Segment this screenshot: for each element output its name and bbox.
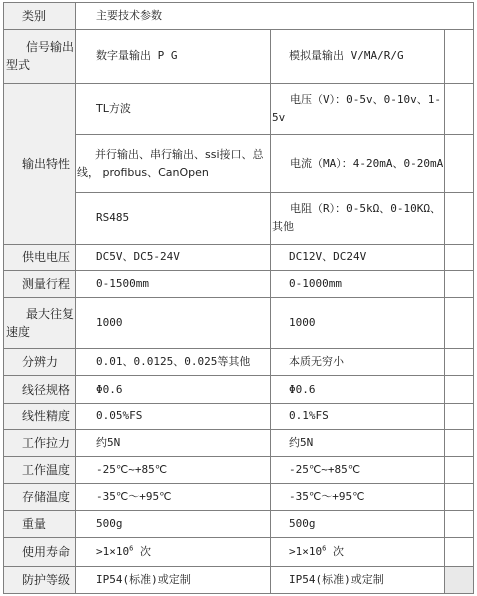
spec-label: 线性精度: [4, 403, 76, 429]
spec-digital: -35℃～+95℃: [76, 484, 271, 511]
output-char-analog-3: 电阻（R）：0-5kΩ、0-10KΩ、其他: [271, 193, 445, 244]
spare-cell: [445, 566, 474, 593]
output-char-digital-2: 并行输出、串行输出、ssi接口、总线， profibus、CanOpen: [76, 134, 271, 192]
life-digital-base: >1×10: [96, 544, 130, 558]
spec-digital: 0.01、0.0125、0.025等其他: [76, 349, 271, 376]
protection-label: 防护等级: [4, 566, 76, 593]
spec-label: 供电电压: [4, 244, 76, 270]
life-digital-exponent: 6: [129, 543, 134, 552]
spare-cell: [445, 270, 474, 297]
output-char-label: 输出特性: [4, 83, 76, 244]
spec-digital: 0-1500mm: [76, 270, 271, 297]
protection-analog: IP54(标准)或定制: [271, 566, 445, 593]
life-digital: [76, 537, 271, 566]
spec-digital: DC5V、DC5-24V: [76, 244, 271, 270]
output-char-analog-2: 电流（MA）：4-20mA、0-20mA: [271, 134, 445, 192]
spec-label: 重量: [4, 511, 76, 537]
header-params: 主要技术参数: [76, 3, 474, 30]
signal-type-analog: 模拟量输出 V/MA/R/G: [271, 30, 445, 83]
signal-type-digital: 数字量输出 P G: [76, 30, 271, 83]
spec-label: 存储温度: [4, 484, 76, 511]
life-analog-exponent: 6: [322, 543, 327, 552]
spec-analog: 1000: [271, 297, 445, 348]
spare-cell: [445, 376, 474, 403]
spare-cell: [445, 244, 474, 270]
spare-cell: [445, 30, 474, 83]
spec-table-container: [3, 2, 473, 594]
output-char-digital-3: RS485: [76, 193, 271, 244]
spare-cell: [445, 297, 474, 348]
spare-cell: [445, 429, 474, 456]
spec-label: 测量行程: [4, 270, 76, 297]
header-row: [4, 3, 474, 30]
spare-cell: [445, 484, 474, 511]
life-analog-unit: 次: [326, 544, 344, 558]
spec-analog: 0.1%FS: [271, 403, 445, 429]
life-analog: [271, 537, 445, 566]
spec-analog: 本质无穷小: [271, 349, 445, 376]
spec-digital: 500g: [76, 511, 271, 537]
spec-label: 分辨力: [4, 349, 76, 376]
spare-cell: [445, 349, 474, 376]
spec-row: [4, 456, 474, 483]
spare-cell: [445, 193, 474, 244]
spec-row: [4, 297, 474, 348]
output-char-digital-1: TL方波: [76, 83, 271, 134]
spare-cell: [445, 537, 474, 566]
life-digital-unit: 次: [133, 544, 151, 558]
signal-type-row: [4, 30, 474, 83]
spec-digital: 约5N: [76, 429, 271, 456]
spec-row: [4, 484, 474, 511]
spec-row: [4, 349, 474, 376]
spec-analog: Φ0.6: [271, 376, 445, 403]
spec-label: 工作拉力: [4, 429, 76, 456]
spec-analog: 500g: [271, 511, 445, 537]
spec-row: [4, 244, 474, 270]
spec-digital: 0.05%FS: [76, 403, 271, 429]
output-char-analog-1: 电压（V）：0-5v、0-10v、1-5v: [271, 83, 445, 134]
spec-analog: -35℃～+95℃: [271, 484, 445, 511]
spec-digital: Φ0.6: [76, 376, 271, 403]
protection-row: [4, 566, 474, 593]
spec-row: [4, 429, 474, 456]
spare-cell: [445, 511, 474, 537]
life-analog-base: >1×10: [289, 544, 323, 558]
spec-row: [4, 270, 474, 297]
spec-row: [4, 403, 474, 429]
spec-row: [4, 376, 474, 403]
spare-cell: [445, 403, 474, 429]
spare-cell: [445, 83, 474, 134]
spec-analog: 约5N: [271, 429, 445, 456]
spec-digital: -25℃~+85℃: [76, 456, 271, 483]
spec-digital: 1000: [76, 297, 271, 348]
signal-type-label: 信号输出型式: [4, 30, 76, 83]
spec-analog: 0-1000mm: [271, 270, 445, 297]
spare-cell: [445, 456, 474, 483]
spec-analog: DC12V、DC24V: [271, 244, 445, 270]
output-char-row-1: [4, 83, 474, 134]
spec-label: 最大往复速度: [4, 297, 76, 348]
life-label: 使用寿命: [4, 537, 76, 566]
spec-label: 线径规格: [4, 376, 76, 403]
spare-cell: [445, 134, 474, 192]
protection-digital: IP54(标准)或定制: [76, 566, 271, 593]
spec-label: 工作温度: [4, 456, 76, 483]
spec-row: [4, 511, 474, 537]
spec-analog: -25℃~+85℃: [271, 456, 445, 483]
life-row: [4, 537, 474, 566]
header-category: 类别: [4, 3, 76, 30]
tech-spec-table: [3, 2, 474, 594]
